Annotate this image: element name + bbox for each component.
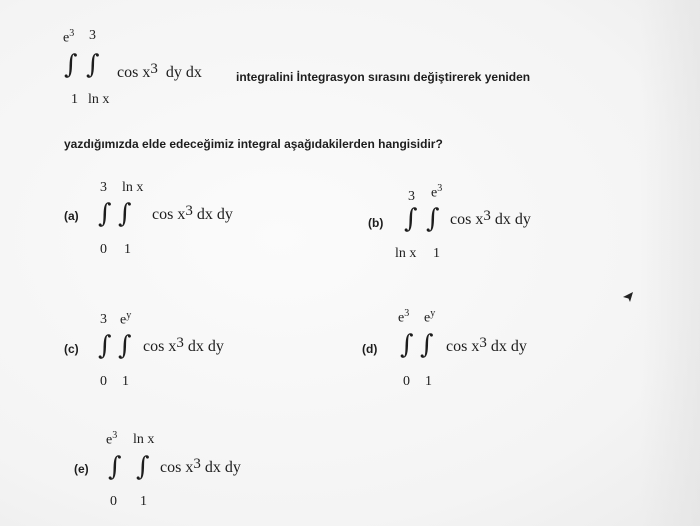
option-d-label: (d)	[362, 342, 378, 356]
integral-sign-outer: ∫	[108, 452, 122, 482]
paper-edge-shadow	[640, 0, 700, 526]
mouse-pointer-icon	[622, 291, 634, 303]
option-e-inner-upper: ln x	[133, 432, 155, 447]
option-b-outer-lower: ln x	[395, 246, 417, 261]
option-d-inner-upper: $e^y$	[424, 308, 436, 326]
integral-sign-outer: ∫	[98, 199, 112, 229]
option-e-outer-lower: 0	[110, 494, 117, 509]
question-text-line1: integralini İntegrasyon sırasını değiştirerek yeniden	[236, 70, 531, 84]
option-e-label: (e)	[74, 462, 89, 476]
option-c-inner-upper: $e^y$	[120, 310, 132, 328]
option-d-inner-lower: 1	[425, 374, 432, 389]
option-e-outer-upper: $e^3$	[106, 430, 118, 448]
option-e-inner-lower: 1	[140, 494, 147, 509]
option-a-inner-upper: ln x	[122, 180, 144, 195]
option-c-inner-lower: 1	[122, 374, 129, 389]
integral-sign-outer: ∫	[64, 50, 78, 80]
integral-sign-inner: ∫	[86, 50, 100, 80]
option-b-label: (b)	[368, 216, 384, 230]
integral-sign-inner: ∫	[118, 331, 132, 361]
option-c-outer-lower: 0	[100, 374, 107, 389]
option-d-outer-upper: $e^3$	[398, 308, 410, 326]
question-outer-lower-limit: 1	[71, 92, 78, 107]
integral-sign-inner: ∫	[118, 199, 132, 229]
question-inner-upper-limit: 3	[89, 28, 96, 43]
question-text-line2: yazdığımızda elde edeceğimiz integral aşağıdakilerden hangisidir?	[64, 137, 443, 151]
option-b-inner-lower: 1	[433, 246, 440, 261]
option-a-outer-upper: 3	[100, 180, 107, 195]
integral-sign-inner: ∫	[426, 204, 440, 234]
option-c-integrand: $\cos x^3$ dx dy	[143, 335, 224, 355]
option-d-outer-lower: 0	[403, 374, 410, 389]
question-outer-upper-limit: $e^3$	[63, 28, 75, 46]
integral-sign-outer: ∫	[98, 331, 112, 361]
option-a-inner-lower: 1	[124, 242, 131, 257]
option-a-outer-lower: 0	[100, 242, 107, 257]
question-inner-lower-limit: ln x	[88, 92, 110, 107]
option-e-integrand: $\cos x^3$ dx dy	[160, 456, 241, 476]
option-b-integrand: $\cos x^3$ dx dy	[450, 208, 531, 228]
option-a-integrand: $\cos x^3$ dx dy	[152, 203, 233, 223]
option-d-integrand: $\cos x^3$ dx dy	[446, 335, 527, 355]
option-c-label: (c)	[64, 342, 79, 356]
integral-sign-outer: ∫	[400, 330, 414, 360]
integral-sign-outer: ∫	[404, 204, 418, 234]
option-b-outer-upper: 3	[408, 189, 415, 204]
question-integrand: $\cos x^3$ dy dx	[117, 61, 202, 81]
option-a-label: (a)	[64, 209, 79, 223]
option-c-outer-upper: 3	[100, 312, 107, 327]
integral-sign-inner: ∫	[136, 452, 150, 482]
integral-sign-inner: ∫	[420, 330, 434, 360]
option-b-inner-upper: $e^3$	[431, 183, 443, 201]
